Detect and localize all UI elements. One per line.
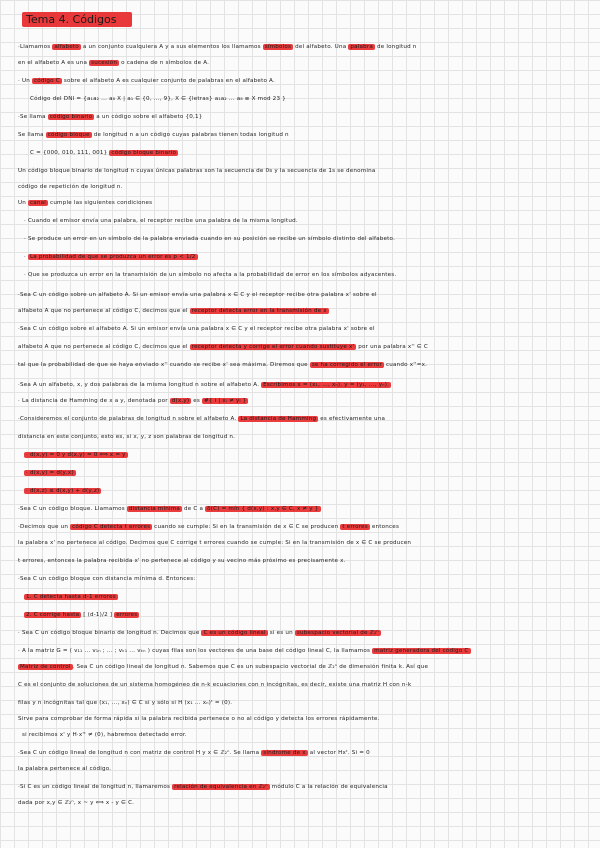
note-text: por una palabra x'' ∈ C [356,344,428,350]
note-text: · A la matriz G = ( v₁₁ ... v₁ₙ ; ... ; vₖ₁ ... vₖₙ ) cuyas filas son los vectores de una base del código lineal C, la llamamos [18,648,373,654]
note-text: · La distancia de Hamming de x a y, denotada por [18,398,170,404]
note-line [18,322,375,336]
highlighted-text: La probabilidad de que se produzca un error es p < 1/2 [29,254,196,260]
note-line [24,466,76,480]
note-line [18,696,232,710]
note-line [22,728,187,742]
note-line [18,626,381,640]
note-line [18,536,411,550]
highlighted-text: canal [30,200,47,206]
note-text: · Que se produzca un error en la transmisión de un símbolo no afecta a la probabilidad de error en los símbolos adyacentes. [24,272,397,278]
note-text: C = {000, 010, 111, 001} [30,150,110,156]
highlighted-text: código C detecta t errores [72,524,151,530]
note-line [18,40,417,54]
highlighted-text: palabra [350,44,373,50]
note-text: [ (d-1)/2 ] [81,612,115,618]
note-text: código de repetición de longitud n. [18,184,123,190]
note-text: Código del DNI = {a₁a₂ ... a₈ X | a₁ ∈ {0, ..., 9}, X ∈ {letras} a₁a₂ ... a₈ ≡ X mod 23 } [30,96,286,102]
note-text: ·Decimos que un [18,524,71,530]
note-text: alfabeto A que no pertenece al código C, decimos que el [18,344,190,350]
highlighted-text: receptor detecta y corrige el error cuando sustituye x' [191,344,355,350]
note-text: · Se produce un error en un símbolo de la palabra enviada cuando en su posición se recibe un símbolo distinto del alfabeto. [24,236,396,242]
note-text: cuando se cumple: Si en la transmisión de x ∈ C se producen [152,524,341,530]
note-text: · [24,254,28,260]
note-line [24,232,395,246]
highlighted-text: t errores [342,524,368,530]
note-text: · Sea C un código bloque binario de longitud n. Decimos que [18,630,202,636]
note-text: del alfabeto. Una [293,44,349,50]
highlighted-text: alfabeto [54,44,79,50]
note-line [30,92,286,106]
note-text: la palabra x' no pertenece al código. Decimos que C corrige t errores cuando se cumple: Si en la transmisión de x ∈ C se producen [18,540,412,546]
highlighted-text: Matriz de control [20,664,71,670]
highlighted-text: C es un código lineal [203,630,266,636]
note-text: cuando x''=x. [384,362,428,368]
highlighted-text: Escribimos x = (x₁, ..., xₙ), y = (y₁, ..., yₙ). [263,382,390,388]
highlighted-text: · d(x,y) = 0 y d(x,y) = 0 ⟺ x = y [26,452,126,458]
note-text: cumple las siguientes condiciones [48,200,153,206]
highlighted-text: errores [116,612,138,618]
note-line [30,146,178,160]
note-line [24,448,128,462]
note-text: si recibimos x' y H·x'ᵗ ≠ (0), habremos detectado error. [22,732,187,738]
note-line [24,590,118,604]
note-text: ·Sea C un código bloque con distancia mínima d. Entonces: [18,576,196,582]
highlighted-text: · d(x,y) = d(y,x) [26,470,74,476]
note-line [18,180,123,194]
note-text: a un conjunto cualquiera A y a sus elementos los llamamos [80,44,263,50]
highlighted-text: distancia mínima [128,506,181,512]
note-text: tal que la probabilidad de que se haya enviado x'' cuando se recibe x' sea máxima. Diremos que [18,362,310,368]
note-line [18,412,385,426]
note-text: de longitud n [374,44,417,50]
note-text: módulo C a la relación de equivalencia [269,784,388,790]
note-line [24,250,198,264]
note-line [18,394,248,408]
note-line [24,268,396,282]
note-text: de longitud n a un código cuyas palabras tienen todas longitud n [91,132,289,138]
note-text: ·Llamamos [18,44,53,50]
note-line [18,762,111,776]
note-line [18,164,376,178]
note-line [18,378,391,392]
highlighted-text: se ha corregido el error [311,362,382,368]
note-text: ·Sea C un código sobre un alfabeto A. Si un emisor envía una palabra x ∈ C y el receptor recibe otra palabra x' sobre el [18,292,377,298]
note-text: Sirve para comprobar de forma rápida si la palabra recibida pertenece o no al código y detecta los errores rápidamente. [18,716,380,722]
highlighted-text: δ(C) = mín { d(x,y) : x,y ∈ C, x ≠ y } [207,506,319,512]
note-line [18,502,321,516]
highlighted-text: código bloque [47,132,90,138]
note-line [18,746,370,760]
note-text: Un código bloque binario de longitud n cuyas únicas palabras son la secuencia de 0s y la secuencia de 1s se denomina [18,168,376,174]
highlighted-text: código binario [49,114,93,120]
note-text: entonces [369,524,400,530]
note-line [18,340,428,354]
note-line [18,712,379,726]
note-text: filas y n incógnitas tal que (x₁, ..., xₙ) ∈ C si y sólo si H (x₁ ... xₙ)ᵗ = (0). [18,700,233,706]
note-line [18,288,377,302]
note-line [18,358,427,372]
note-text: en el alfabeto A es una [18,60,90,66]
note-line [18,796,134,810]
highlighted-text: La distancia de Hamming [240,416,317,422]
highlighted-text: subespacio vectorial de ℤ₂ⁿ [296,630,379,636]
note-line [18,520,399,534]
note-line [18,780,388,794]
note-text: sobre el alfabeto A es cualquier conjunto de palabras en el alfabeto A. [61,78,275,84]
highlighted-text: síndrome de x [263,750,306,756]
note-line [18,56,209,70]
note-text: si es un [267,630,295,636]
note-text: · Un [18,78,32,84]
note-text: ·Consideremos el conjunto de palabras de longitud n sobre el alfabeto A. [18,416,239,422]
note-text: . Sea C un código lineal de longitud n. Sabemos que C es un subespacio vectorial de ℤ₂ⁿ de dimensión finita k. Así que [72,664,429,670]
note-line [18,110,203,124]
note-text: · Cuando el emisor envía una palabra, el receptor recibe una palabra de la misma longitud. [24,218,298,224]
note-line [18,572,195,586]
page-title: Tema 4. Códigos [22,12,132,27]
highlighted-text: matriz generadora del código C [374,648,469,654]
highlighted-text: código bloque binario [111,150,177,156]
note-line [18,430,235,444]
note-line [24,214,298,228]
note-text: a un código sobre el alfabeto {0,1} [94,114,203,120]
highlighted-text: 1. C detecta hasta d-1 errores [26,594,116,600]
note-text: ·Sea C un código lineal de longitud n con matriz de control H y x ∈ ℤ₂ⁿ. Se llama [18,750,262,756]
note-line [18,554,346,568]
note-text: o cadena de n símbolos de A. [119,60,210,66]
note-line [18,660,428,674]
note-text: alfabeto A que no pertenece al código C, decimos que el [18,308,190,314]
note-text: ·Sea C un código sobre el alfabeto A. Si un emisor envía una palabra x ∈ C y el receptor recibe otra palabra x' sobre el [18,326,375,332]
note-text: ·Si C es un código lineal de longitud n, llamaremos [18,784,173,790]
highlighted-text: · d(x,z) ≤ d(x,y) + d(y,z) [26,488,100,494]
note-line [18,304,329,318]
highlighted-text: símbolos [264,44,292,50]
note-line [18,128,289,142]
note-line [18,678,411,692]
note-line [18,74,275,88]
note-text: la palabra pertenece al código. [18,766,112,772]
note-text: t errores, entonces la palabra recibida x' no pertenece al código y su vecino más próximo es precisamente x. [18,558,346,564]
note-line [24,484,101,498]
note-text: de C a [182,506,206,512]
note-text: es efectivamente una [318,416,386,422]
highlighted-text: sucesión [91,60,118,66]
note-text: C es el conjunto de soluciones de un sistema homogéneo de n-k ecuaciones con n incógnitas, es decir, existe una matriz H con n-k [18,682,412,688]
note-text: al vector Hxᵗ. Si = 0 [307,750,370,756]
highlighted-text: #{ i | xᵢ ≠ yᵢ } [203,398,247,404]
highlighted-text: relación de equivalencia en ℤ₂ⁿ [174,784,268,790]
note-text: distancia en este conjunto, esto es, si x, y, z son palabras de longitud n. [18,434,236,440]
note-line [18,644,471,658]
note-text: Se llama [18,132,46,138]
highlighted-text: 2. C corrige hasta [26,612,80,618]
highlighted-text: d(x,y) [171,398,190,404]
note-text: dada por x,y ∈ ℤ₂ⁿ, x ~ y ⟺ x - y ∈ C. [18,800,135,806]
note-text: ·Sea C un código bloque. Llamamos [18,506,127,512]
note-text: ·Se llama [18,114,48,120]
note-text: Un [18,200,29,206]
highlighted-text: código C [33,78,60,84]
highlighted-text: receptor detecta error en la transmisión de x [191,308,327,314]
note-line [24,608,139,622]
note-text: es [191,398,202,404]
note-text: ·Sea A un alfabeto, x, y dos palabras de la misma longitud n sobre el alfabeto A. [18,382,262,388]
note-line [18,196,152,210]
